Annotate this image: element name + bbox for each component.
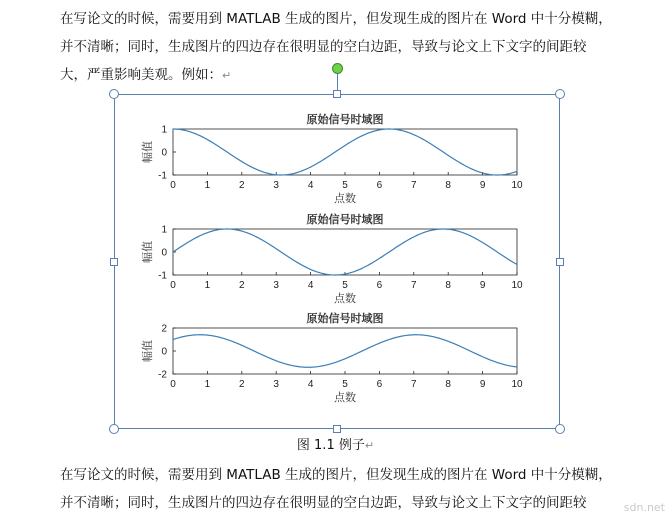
x-tick-label: 0 [170,280,176,291]
x-tick-label: 4 [307,180,314,191]
y-tick-label: -2 [158,369,167,381]
watermark: sdn.net [623,501,665,514]
x-tick-label: 1 [204,180,211,191]
paragraph-line: 并不清晰；同时，生成图片的四边存在很明显的空白边距，导致与论文上下文字的间距较 [60,39,587,55]
y-tick-label: 1 [161,224,167,236]
x-tick-label: 9 [479,379,486,390]
x-axis-label: 点数 [334,392,356,404]
y-tick-label: 0 [161,346,167,358]
return-mark-icon: ↵ [222,69,232,82]
x-tick-label: 6 [376,280,383,291]
x-tick-label: 8 [445,180,451,191]
x-tick-label: 10 [511,180,523,191]
figure-image [115,95,559,428]
x-tick-label: 10 [511,379,523,390]
resize-handle-right[interactable] [556,258,564,266]
paragraph-line-text: 大，严重影响美观。例如： [60,67,222,83]
y-tick-label: -1 [158,270,167,282]
y-tick-label: 2 [161,323,167,335]
figure-caption [0,434,671,453]
resize-handle-top-left[interactable] [109,89,119,99]
x-tick-label: 3 [273,379,279,390]
chart-title: 原始信号时域图 [306,313,384,325]
x-tick-label: 3 [273,180,279,191]
x-tick-label: 10 [511,280,523,291]
x-tick-label: 0 [170,180,176,191]
x-tick-label: 5 [342,379,348,390]
x-tick-label: 9 [479,180,486,191]
x-tick-label: 9 [479,280,486,291]
paragraph-line [60,61,650,90]
y-axis-label: 幅值 [142,241,154,263]
x-tick-label: 2 [239,180,245,191]
x-axis-label: 点数 [334,293,356,305]
plot-axes [173,229,517,275]
selected-image[interactable] [114,94,560,429]
x-axis-label: 点数 [334,193,356,205]
chart-title: 原始信号时域图 [306,114,384,126]
x-tick-label: 2 [239,280,245,291]
y-axis-label: 幅值 [142,340,154,362]
paragraph-line: 并不清晰；同时，生成图片的四边存在很明显的空白边距，导致与论文上下文字的间距较 [60,495,587,511]
resize-handle-bottom[interactable] [333,425,341,433]
x-tick-label: 7 [411,280,417,291]
caption-text: 图 1.1 例子 [296,438,365,453]
paragraph-top [60,5,650,90]
x-tick-label: 7 [411,180,417,191]
x-tick-label: 6 [376,379,383,390]
resize-handle-top[interactable] [333,90,341,98]
x-tick-label: 4 [307,280,314,291]
x-tick-label: 0 [170,379,176,390]
plot-axes [173,129,517,175]
paragraph-bottom [60,461,650,517]
x-tick-label: 3 [273,280,279,291]
y-tick-label: -1 [158,170,167,182]
x-tick-label: 8 [445,280,451,291]
x-tick-label: 6 [376,180,383,191]
resize-handle-left[interactable] [110,258,118,266]
x-tick-label: 1 [204,280,211,291]
paragraph-line: 在写论文的时候，需要用到 MATLAB 生成的图片，但发现生成的图片在 Word 中十分模糊， [60,11,612,27]
x-tick-label: 1 [204,379,211,390]
paragraph-line: 在写论文的时候，需要用到 MATLAB 生成的图片，但发现生成的图片在 Word 中十分模糊， [60,467,612,483]
resize-handle-top-right[interactable] [555,89,565,99]
y-tick-label: 1 [161,124,167,136]
x-tick-label: 8 [445,379,451,390]
x-tick-label: 4 [307,379,314,390]
resize-handle-bottom-right[interactable] [555,424,565,434]
x-tick-label: 5 [342,180,348,191]
y-tick-label: 0 [161,147,167,159]
rotate-handle-icon[interactable] [332,63,343,74]
y-axis-label: 幅值 [142,141,154,163]
x-tick-label: 5 [342,280,348,291]
plot-axes [173,328,517,374]
return-mark-icon: ↵ [364,439,375,452]
resize-handle-bottom-left[interactable] [109,424,119,434]
x-tick-label: 2 [239,379,245,390]
x-tick-label: 7 [411,379,417,390]
y-tick-label: 0 [161,247,167,259]
chart-title: 原始信号时域图 [306,214,384,226]
